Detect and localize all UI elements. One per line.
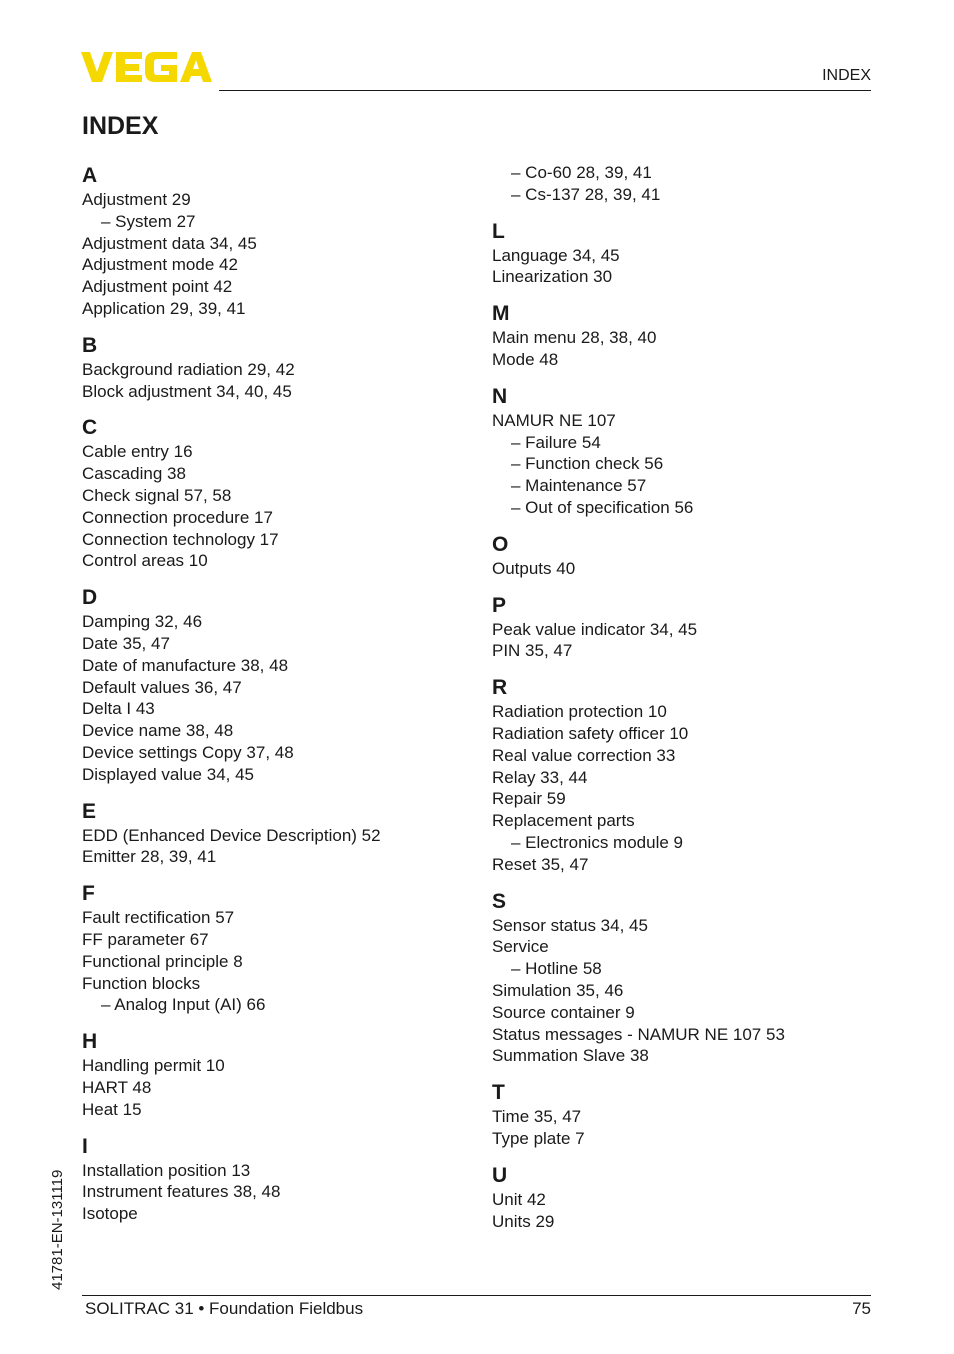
index-entry: FF parameter 67 (82, 929, 209, 949)
index-entry: Real value correction 33 (492, 745, 676, 765)
index-subentry: – Co-60 28, 39, 41 (511, 163, 652, 182)
index-entry: Outputs 40 (492, 558, 576, 578)
index-group (492, 301, 785, 371)
index-letter-heading: I (82, 1134, 88, 1158)
index-letter-heading: A (82, 164, 98, 187)
index-entry: Block adjustment 34, 40, 45 (82, 381, 292, 401)
page-title: INDEX (82, 112, 159, 140)
index-entry: Status messages - NAMUR NE 107 53 (492, 1024, 785, 1044)
index-entry: Summation Slave 38 (492, 1046, 649, 1066)
index-letter-heading: F (82, 882, 95, 906)
index-entry: Replacement parts (492, 811, 635, 831)
index-entry: Installation position 13 (82, 1160, 251, 1180)
index-letter-heading: S (492, 889, 507, 913)
index-subentry: – Analog Input (AI) 66 (101, 995, 266, 1015)
index-entry: Default values 36, 47 (82, 677, 242, 697)
header-section-label: INDEX (822, 67, 871, 84)
index-entry: Device settings Copy 37, 48 (82, 742, 294, 762)
index-entry: Unit 42 (492, 1189, 546, 1209)
index-entry: Connection procedure 17 (82, 507, 273, 527)
index-letter-heading: L (492, 219, 505, 243)
index-letter-heading: E (82, 799, 97, 823)
index-subentry: – Out of specification 56 (511, 497, 694, 517)
index-entry: Linearization 30 (492, 267, 613, 287)
index-entry: Mode 48 (492, 349, 559, 369)
index-letter-heading: D (82, 586, 98, 610)
index-subentry: – Electronics module 9 (511, 832, 683, 852)
index-letter-heading: N (492, 384, 508, 408)
index-entry: EDD (Enhanced Device Description) 52 (82, 825, 381, 845)
index-entry: Displayed value 34, 45 (82, 764, 255, 784)
index-subentry: – Hotline 58 (511, 959, 602, 979)
index-entry: Radiation protection 10 (492, 702, 667, 722)
index-entry: Relay 33, 44 (492, 767, 588, 787)
index-entry: HART 48 (82, 1077, 152, 1097)
index-column-right (492, 162, 785, 1245)
index-letter-heading: M (492, 302, 510, 326)
index-entry: Handling permit 10 (82, 1056, 225, 1076)
index-group (492, 675, 785, 875)
index-entry: Emitter 28, 39, 41 (82, 847, 217, 867)
index-entry: Adjustment data 34, 45 (82, 233, 257, 253)
index-entry: Language 34, 45 (492, 245, 620, 265)
index-entry: Simulation 35, 46 (492, 980, 624, 1000)
index-entry: Time 35, 47 (492, 1107, 582, 1127)
logo-letter-e (116, 52, 142, 82)
index-column-left (82, 163, 381, 1238)
index-entry: Isotope (82, 1204, 138, 1224)
index-group (82, 1029, 381, 1120)
vega-logo (81, 50, 212, 84)
index-entry: Main menu 28, 38, 40 (492, 328, 657, 348)
index-letter-heading: T (492, 1081, 505, 1105)
index-letter-heading: H (82, 1030, 98, 1054)
index-entry: Device name 38, 48 (82, 721, 234, 741)
index-group (82, 163, 381, 320)
index-entry: Instrument features 38, 48 (82, 1182, 281, 1202)
index-entry: Cable entry 16 (82, 442, 193, 462)
index-group (82, 1134, 381, 1225)
index-entry: Delta I 43 (82, 699, 155, 719)
index-group (82, 799, 381, 869)
index-group (82, 333, 381, 403)
footer-title: SOLITRAC 31 • Foundation Fieldbus (85, 1299, 364, 1318)
index-entry: Damping 32, 46 (82, 612, 203, 632)
index-entry: Peak value indicator 34, 45 (492, 619, 698, 639)
index-entry: Connection technology 17 (82, 529, 279, 549)
index-entry: Repair 59 (492, 789, 566, 809)
index-entry: Application 29, 39, 41 (82, 298, 246, 318)
index-group (492, 384, 785, 519)
index-entry: Adjustment 29 (82, 190, 191, 209)
index-entry: Units 29 (492, 1211, 555, 1231)
index-entry: Sensor status 34, 45 (492, 915, 648, 935)
index-entry: PIN 35, 47 (492, 641, 573, 661)
index-group (492, 162, 785, 206)
index-entry: Heat 15 (82, 1099, 142, 1119)
index-group (82, 585, 381, 785)
index-entry: NAMUR NE 107 (492, 410, 616, 430)
index-entry: Functional principle 8 (82, 951, 243, 971)
header-divider (219, 90, 871, 91)
index-entry: Date of manufacture 38, 48 (82, 655, 289, 675)
index-subentry: – Maintenance 57 (511, 476, 647, 496)
index-subentry: – Cs-137 28, 39, 41 (511, 184, 661, 204)
document-code: 41781-EN-131119 (49, 1169, 66, 1290)
index-group (492, 219, 785, 289)
logo-letter-v (81, 52, 113, 82)
index-entry: Background radiation 29, 42 (82, 359, 295, 379)
index-entry: Reset 35, 47 (492, 854, 589, 874)
index-entry: Radiation safety officer 10 (492, 723, 689, 743)
index-group (82, 881, 381, 1016)
index-entry: Date 35, 47 (82, 633, 170, 653)
index-entry: Service (492, 937, 549, 957)
index-entry: Type plate 7 (492, 1128, 585, 1148)
logo-letter-a (180, 52, 212, 82)
index-entry: Control areas 10 (82, 551, 208, 571)
index-entry: Cascading 38 (82, 464, 186, 484)
index-group (492, 1080, 785, 1150)
index-group (492, 593, 785, 663)
index-entry: Source container 9 (492, 1002, 635, 1022)
page-number: 75 (852, 1299, 871, 1318)
index-group (82, 415, 381, 572)
index-letter-heading: U (492, 1163, 508, 1187)
logo-letter-g (145, 52, 177, 82)
index-letter-heading: R (492, 676, 508, 700)
index-letter-heading: B (82, 333, 98, 357)
index-subentry: – Function check 56 (511, 454, 664, 474)
index-group (492, 532, 785, 580)
index-entry: Adjustment point 42 (82, 277, 233, 297)
index-entry: Function blocks (82, 973, 201, 993)
index-subentry: – Failure 54 (511, 432, 601, 452)
index-entry: Adjustment mode 42 (82, 255, 238, 275)
index-subentry: – System 27 (101, 211, 196, 231)
footer-divider (82, 1295, 871, 1296)
index-letter-heading: C (82, 416, 98, 440)
index-letter-heading: P (492, 593, 507, 617)
index-letter-heading: O (492, 532, 509, 556)
index-entry: Fault rectification 57 (82, 908, 235, 928)
index-group (492, 889, 785, 1068)
index-entry: Check signal 57, 58 (82, 485, 232, 505)
index-group (492, 1163, 785, 1233)
